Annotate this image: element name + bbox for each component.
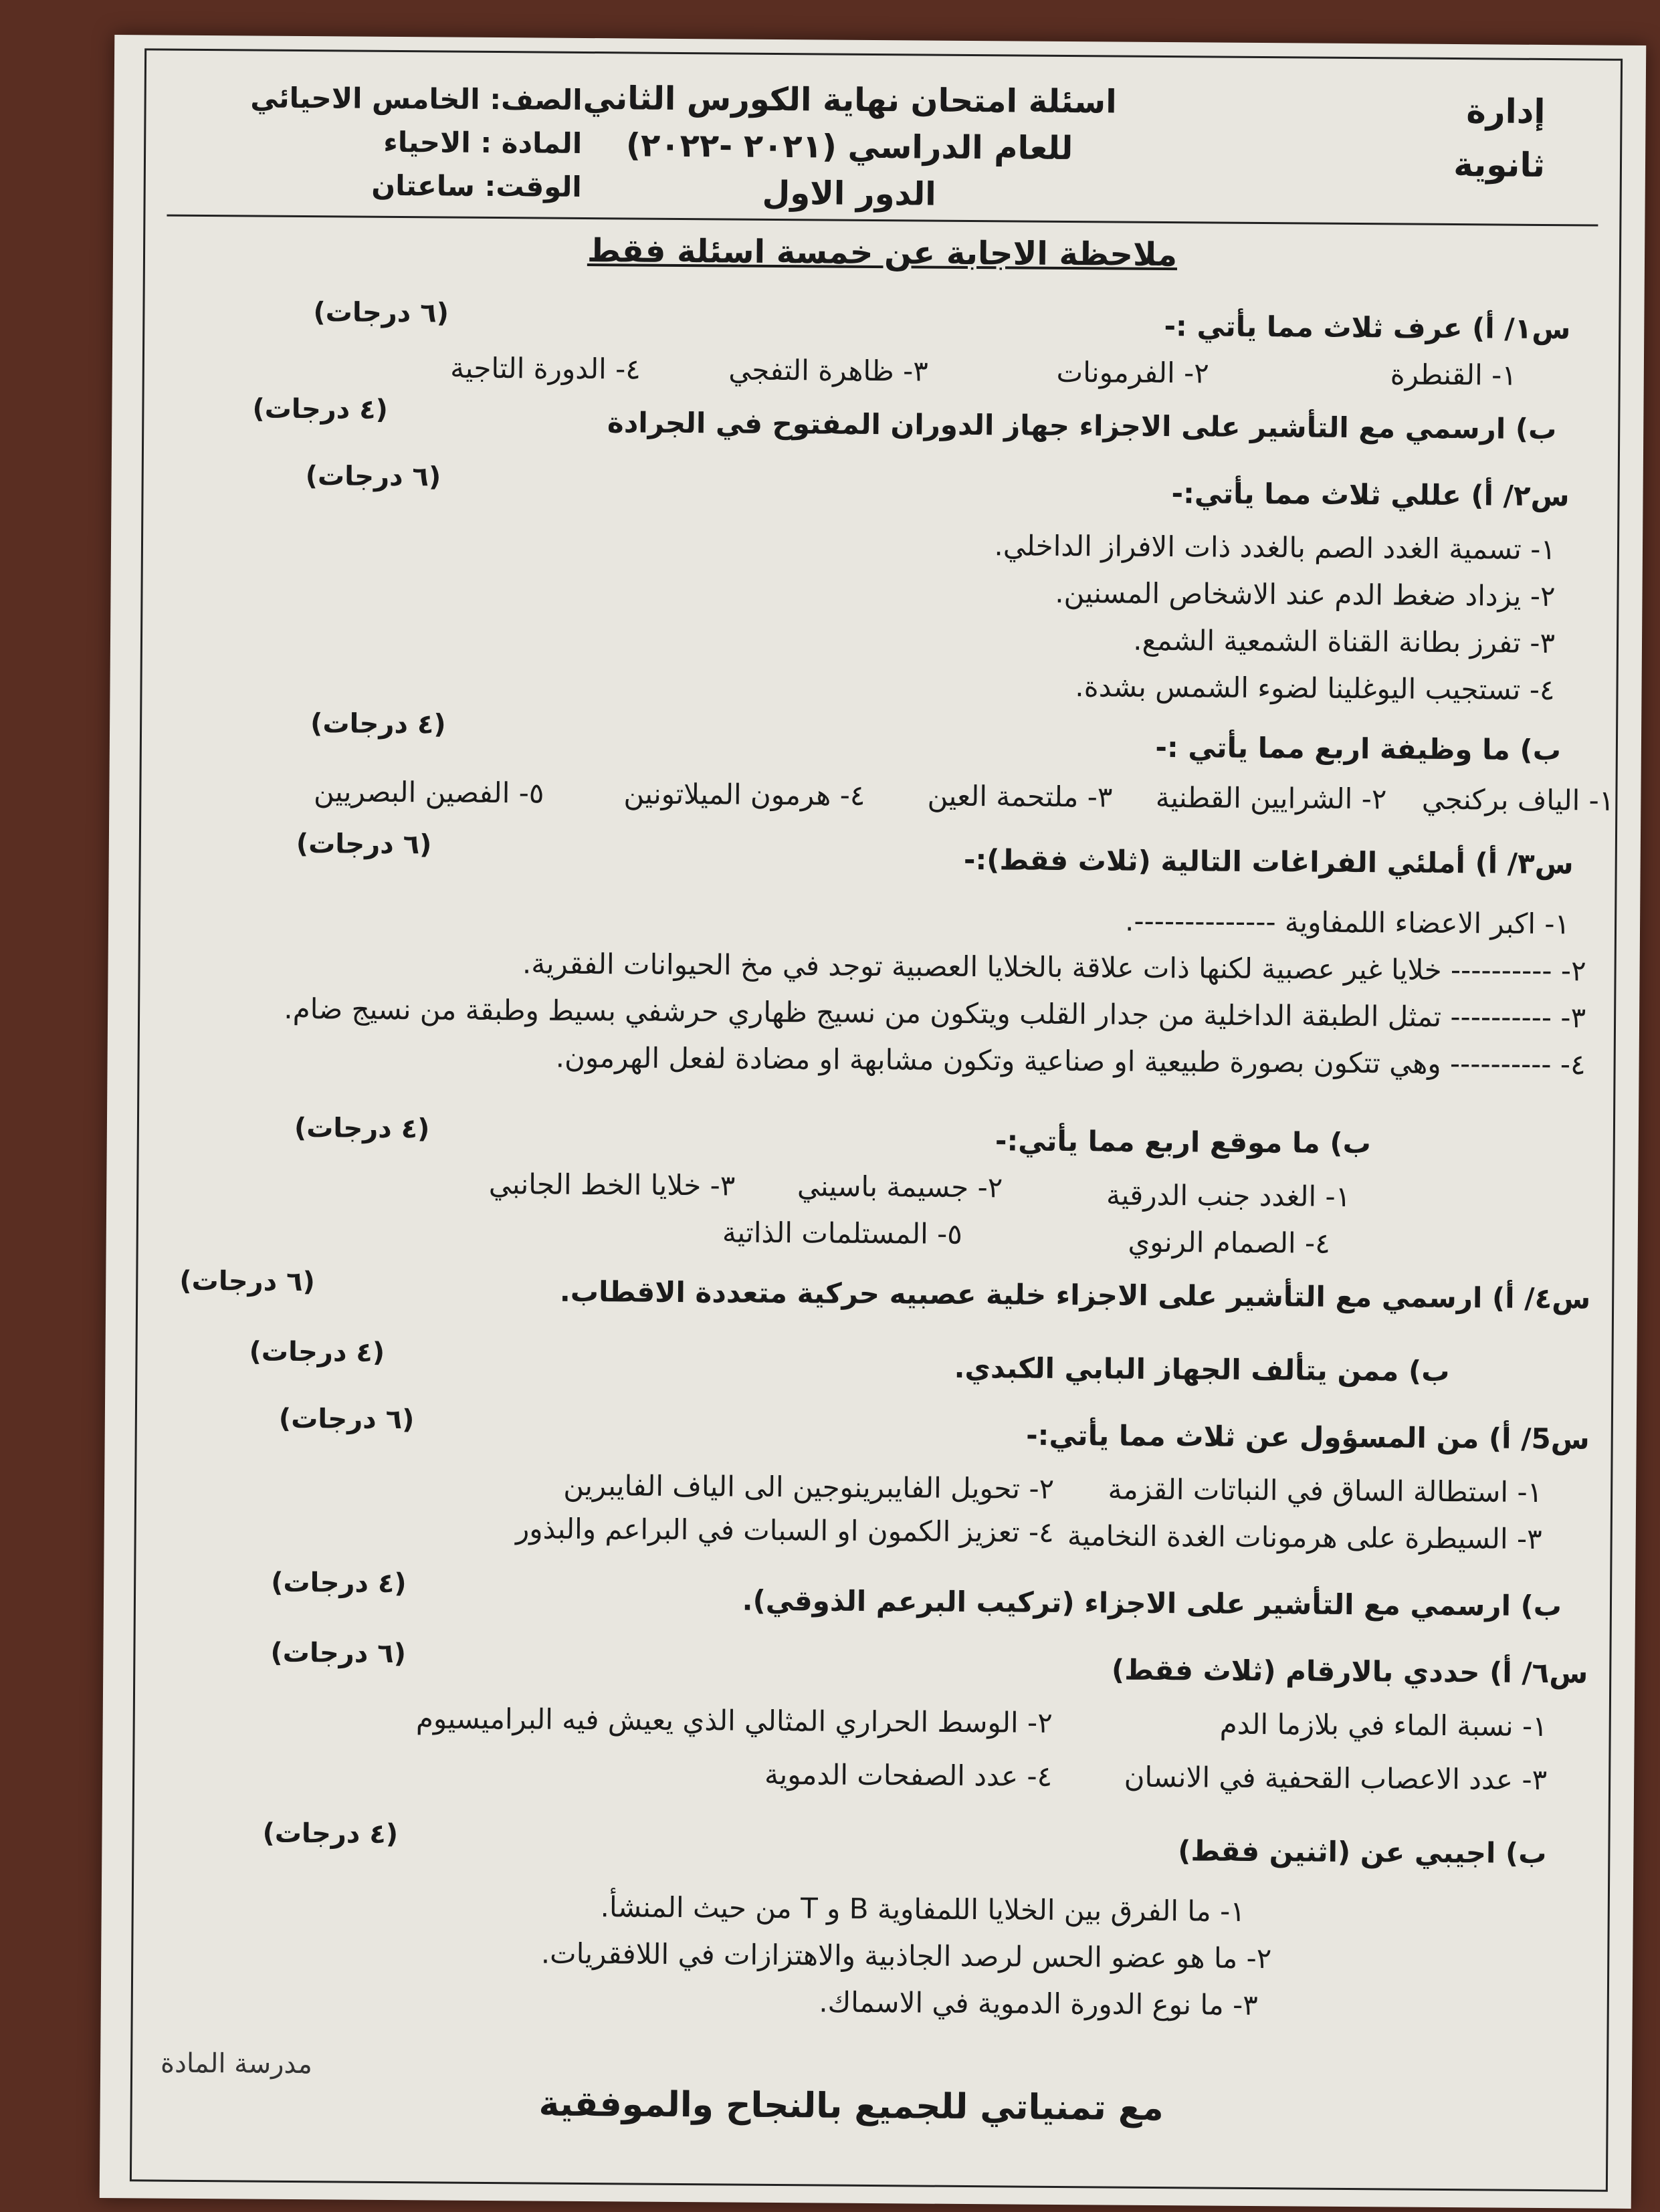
q2-a-item-3: ٣- تفرز بطانة القناة الشمعية الشمع. [1133,623,1556,660]
q2-a-marks: (٦ درجات) [305,461,441,493]
q5-a-item-3: ٣- السيطرة على هرمونات الغدة النخامية [1067,1519,1542,1556]
q6-b-marks: (٤ درجات) [262,1817,399,1850]
q5-b-marks: (٤ درجات) [271,1567,407,1599]
q1-a-item-2: ٢- الفرمونات [1056,355,1209,390]
q6-a-item-2: ٢- الوسط الحراري المثالي الذي يعيش فيه البراميسيوم [415,1702,1053,1739]
q5-a-item-2: ٢- تحويل الفايبرينوجين الى الياف الفايبرين [563,1468,1055,1505]
closing-wishes: مع تمنياتي للجميع بالنجاح والموفقية [538,2084,1164,2129]
teacher-signature: مدرسة المادة [160,2048,313,2080]
q6-b-item-1: ١- ما الفرق بين الخلايا اللمفاوية B و T من حيث المنشأ. [600,1890,1245,1928]
q6-a-title: س٦/ أ) حددي بالارقام (ثلاث فقط) [1111,1653,1588,1690]
q3-b-item-3: ٣- خلايا الخط الجانبي [488,1167,736,1202]
q2-b-item-2: ٢- الشرايين القطنية [1155,780,1387,816]
q6-b-item-3: ٣- ما نوع الدورة الدموية في الاسماك. [819,1985,1258,2022]
q3-a-title: س٣/ أ) أملئي الفراغات التالية (ثلاث فقط):- [963,843,1574,881]
q3-a-marks: (٦ درجات) [296,828,432,861]
q3-b-item-4: ٤- الصمام الرنوي [1128,1225,1330,1260]
q3-a-item-2: ٢- ---------- خلايا غير عصبية لكنها ذات علاقة بالخلايا العصبية توجد في مخ الحيوانات الفقرية. [522,947,1586,988]
q1-a-item-3: ٣- ظاهرة التفجي [728,353,929,388]
exam-title-line3: الدور الاول [762,174,936,213]
q6-a-marks: (٦ درجات) [270,1637,407,1670]
q1-a-item-1: ١- القنطرة [1390,358,1517,392]
q6-a-item-1: ١- نسبة الماء في بلازما الدم [1219,1707,1548,1743]
exam-title [554,75,1144,219]
q4-b-marks: (٤ درجات) [249,1336,385,1368]
q2-b-item-1: ١- الياف بركنجي [1421,782,1615,817]
q1-a-item-4: ٤- الدورة التاجية [450,351,641,386]
q6-b-item-2: ٢- ما هو عضو الحس لرصد الجاذبية والاهتزازات في اللافقريات. [540,1937,1272,1975]
q6-a-item-4: ٤- عدد الصفحات الدموية [764,1757,1053,1793]
q3-b-item-2: ٢- جسيمة باسيني [797,1170,1003,1204]
q2-b-title: ب) ما وظيفة اربع مما يأتي :- [1155,730,1562,767]
instructions-note: ملاحظة الاجابة عن خمسة اسئلة فقط [587,231,1178,274]
q1-b-title: ب) ارسمي مع التأشير على الاجزاء جهاز الدوران المفتوح في الجرادة [607,406,1557,446]
grade-label: الصف: الخامس الاحيائي [250,81,583,116]
q1-b-marks: (٤ درجات) [252,393,389,425]
exam-title-line1: اسئلة امتحان نهاية الكورس الثاني [583,79,1117,121]
q4-b-title: ب) ممن يتألف الجهاز البابي الكبدي. [954,1351,1450,1388]
admin-label: إدارة [1466,92,1546,131]
q3-b-title: ب) ما موقع اربع مما يأتي:- [995,1124,1371,1160]
school-label: ثانوية [1453,145,1546,185]
q5-a-item-1: ١- استطالة الساق في النباتات القزمة [1108,1472,1543,1509]
q3-b-item-5: ٥- المستلمات الذاتية [722,1216,963,1250]
q3-b-marks: (٤ درجات) [294,1112,430,1145]
q2-a-item-1: ١- تسمية الغدد الصم بالغدد ذات الافراز الداخلي. [994,529,1556,566]
q3-b-item-1: ١- الغدد جنب الدرقية [1106,1178,1351,1213]
q5-a-item-4: ٤- تعزيز الكمون او السبات في البراعم والبذور [515,1512,1054,1549]
q2-b-item-3: ٣- ملتحمة العين [927,779,1113,814]
q6-b-title: ب) اجيبي عن (اثنين فقط) [1178,1834,1547,1870]
q1-a-title: س١/ أ) عرف ثلاث مما يأتي :- [1164,310,1571,346]
q3-a-item-3: ٣- ---------- تمثل الطبقة الداخلية من جدار القلب ويتكون من نسيج ظهاري حرشفي بسيط وطبقة من نسيج ضام. [284,992,1586,1034]
q5-b-title: ب) ارسمي مع التأشير على الاجزاء (تركيب البرعم الذوقي). [742,1583,1562,1623]
q1-a-marks: (٦ درجات) [313,297,449,329]
q2-a-item-2: ٢- يزداد ضغط الدم عند الاشخاص المسنين. [1055,576,1556,613]
q3-a-item-1: ١- اكبر الاعضاء اللمفاوية --------------. [1124,904,1570,941]
q2-b-marks: (٤ درجات) [310,708,446,740]
q2-b-item-5: ٥- الفصين البصريين [313,775,544,810]
q2-a-item-4: ٤- تستجيب اليوغلينا لضوء الشمس بشدة. [1075,670,1555,707]
school-info [1453,84,1546,192]
q5-a-marks: (٦ درجات) [278,1403,415,1436]
exam-meta [207,76,583,209]
q3-a-item-4: ٤- ---------- وهي تتكون بصورة طبيعية او صناعية وتكون مشابهة او مضادة لفعل الهرمون. [555,1040,1586,1081]
q4-a-title: س٤/ أ) ارسمي مع التأشير على الاجزاء خلية عصبيه حركية متعددة الاقطاب. [559,1275,1591,1315]
time-label: الوقت: ساعتان [371,169,582,203]
exam-title-line2: للعام الدراسي (٢٠٢١ -٢٠٢٢) [625,126,1073,168]
q6-a-item-3: ٣- عدد الاعصاب القحفية في الانسان [1124,1760,1548,1797]
q4-a-marks: (٦ درجات) [179,1265,315,1298]
subject-label: المادة : الاحياء [383,125,583,160]
exam-sheet [100,35,1647,2209]
q2-b-item-4: ٤- هرمون الميلاتونين [623,777,865,812]
q5-a-title: س5/ أ) من المسؤول عن ثلاث مما يأتي:- [1026,1418,1590,1456]
q2-a-title: س٢/ أ) عللي ثلاث مما يأتي:- [1171,477,1570,513]
